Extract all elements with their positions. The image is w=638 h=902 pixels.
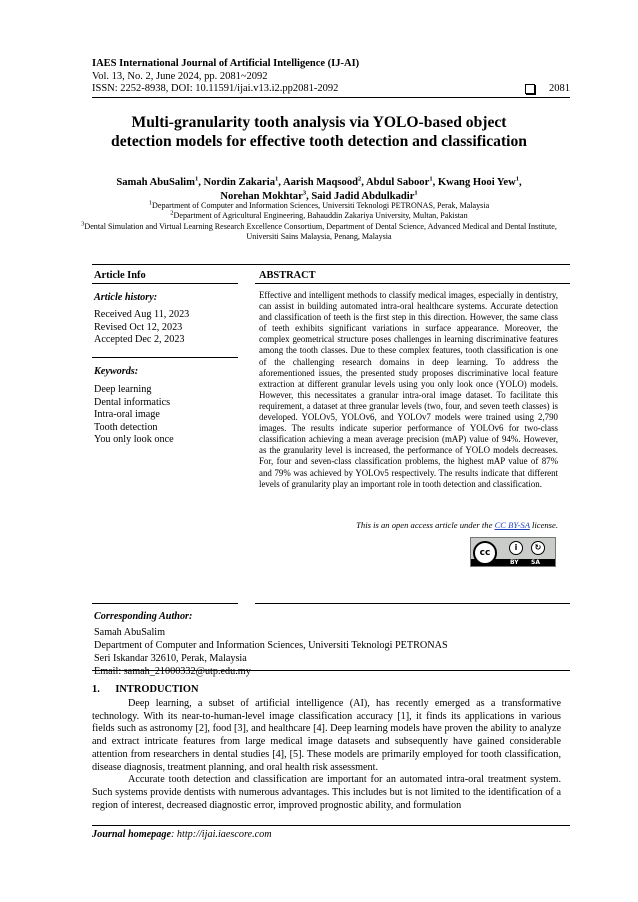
affiliation-2: $^2$Department of Agricultural Engineering, Bahauddin Zakariya University, Multan, Pakistan: [170, 209, 468, 221]
author: Norehan Mokhtar: [220, 190, 303, 202]
author-sup: 1: [275, 175, 279, 183]
sa-label: SA: [531, 559, 540, 566]
keyword: Deep learning: [94, 384, 152, 395]
received-date: Received Aug 11, 2023: [94, 309, 190, 320]
license-statement: [259, 520, 558, 530]
author-list: Samah AbuSalim$^1$, Nordin Zakaria$^1$, Aarish Maqsood$^2$, Abdul Saboor$^1$, Kwang Hooi Yew$^1$, Norehan Mokhtar$^3$, Said Jadid Abdulkadir$^1$: [116, 175, 522, 202]
author-sup: 1: [429, 175, 433, 183]
by-label: BY: [510, 559, 519, 566]
paper-title: [60, 113, 578, 151]
journal-header: [92, 58, 570, 96]
keyword: Dental informatics: [94, 396, 171, 408]
license-suffix: license.: [529, 520, 558, 530]
title-line-2: detection models for effective tooth detection and classification: [111, 133, 527, 150]
corresponding-email[interactable]: Email: samah_21000332@utp.edu.my: [94, 665, 251, 677]
paragraph: Accurate tooth detection and classification are important for an automated intra-oral treatment system. Such systems provide dentists with numerous advantages. This includes but is not limited to the identification of a region of interest, decreased diagnostic error, improved prognostic ability, and formulation: [92, 774, 561, 811]
issn-line: ISSN: 2252-8938, DOI: 10.11591/ijai.v13.i2.pp2081-2092: [92, 83, 339, 94]
corresponding-name: Samah AbuSalim: [94, 627, 166, 638]
author: Said Jadid Abdulkadir: [311, 190, 415, 202]
title-line-1: Multi-granularity tooth analysis via YOLO-based object: [131, 114, 507, 131]
license-link[interactable]: CC BY-SA: [494, 520, 530, 530]
volume-line: Vol. 13, No. 2, June 2024, pp. 2081~2092: [92, 70, 268, 82]
revised-date: Revised Oct 12, 2023: [94, 321, 183, 333]
cc-icon: cc: [473, 541, 497, 565]
abstract-rule: [255, 283, 570, 284]
article-info-heading: Article Info: [94, 270, 146, 281]
keyword: You only look once: [94, 434, 174, 446]
page-box-icon: [525, 84, 535, 94]
author: Nordin Zakaria: [203, 177, 276, 188]
corresponding-address: Seri Iskandar 32610, Perak, Malaysia: [94, 652, 247, 664]
keyword-list: [94, 384, 174, 447]
cc-by-sa-badge[interactable]: [470, 537, 556, 567]
abstract-text: Effective and intelligent methods to classify medical images, especially in dentistry, can assist in building automated intra-oral healthcare systems. Accurate detection and classification of teeth is the first step in this direction. However, the same class of teeth exhibits significant variations in surface appearance. Moreover, the complex geometrical structure poses challenges in learning discriminative features among the tooth classes. Due to these complex features, tooth classification is one of the challenging research domains in deep learning. To address the aforementioned issues, the presented study proposes discriminative local feature extraction at different granular levels using you only look once (YOLO) models. However, this necessitates a granular intra-oral image dataset. To facilitate this requirement, a dataset at three granular levels (two, four, and seven teeth classes) is developed. YOLOv5, YOLOv6, and YOLOv7 models were trained using 2,790 images. The results indicate superior performance of YOLOv6 for two-class classification achieving a mean average precision (mAP) value of 94%. However, as the granularity level is increased, the performance of YOLO models decreases. For, four and seven-class classification problems, the highest mAP value of 87% and 79% was achieved by YOLOv5 respectively. The results indicate that different levels of granularity play an important role in tooth detection and classification.: [259, 290, 558, 489]
corresponding-label: Corresponding Author:: [94, 611, 193, 622]
author-sup: 1: [515, 175, 519, 183]
corresponding-dept: Department of Computer and Information Sciences, Universiti Teknologi PETRONAS: [94, 639, 448, 651]
affiliation-3: $^3$Dental Simulation and Virtual Learning Research Excellence Consortium, Department of Dental Science, Advanced Medical and Dental Institute, Universiti Sains Malaysia, Penang, Malaysia: [81, 219, 557, 241]
footer-rule: [92, 825, 570, 826]
keywords-label: Keywords:: [94, 366, 139, 377]
info-top-rule: [92, 264, 570, 265]
homepage-url[interactable]: : http://ijai.iaescore.com: [170, 829, 272, 840]
article-info-rule: [92, 283, 238, 284]
header-rule: [92, 97, 570, 98]
keyword: Tooth detection: [94, 421, 158, 433]
keyword: Intra-oral image: [94, 409, 160, 421]
share-alike-icon: ↻: [531, 541, 545, 555]
author-sup: 2: [358, 175, 362, 183]
author-sup: 1: [194, 175, 199, 183]
history-rule: [92, 357, 238, 358]
attribution-icon: i: [509, 541, 523, 555]
history-label: Article history:: [94, 292, 158, 303]
accepted-date: Accepted Dec 2, 2023: [94, 334, 185, 346]
paragraph: Deep learning, a subset of artificial intelligence (AI), has recently emerged as a transformative technology. With its near-to-human-level image classification accuracy [1], it finds its applications in various fields such as astronomy [2], food [3], and healthcare [4]. Deep learning models have proven the ability to analyze and extract intricate features from large medical image datasets and subsequently have gained considerable attention from researchers in dental studies [4], [5]. These models are primarily employed for tooth classification, disease diagnosis, treatment planning, and oral health risk assessment.: [92, 698, 561, 773]
author-sup: 1: [414, 188, 418, 196]
author: Kwang Hooi Yew: [437, 177, 516, 188]
article-history: [94, 309, 189, 347]
abstract-heading: ABSTRACT: [259, 270, 316, 281]
introduction-body: [92, 698, 561, 812]
license-prefix: This is an open access article under the: [356, 520, 495, 530]
abstract-bottom-rule: [255, 603, 570, 604]
affiliations: [70, 201, 568, 242]
author-sup: 3: [302, 188, 307, 196]
author: Aarish Maqsood: [282, 177, 359, 188]
journal-homepage: [92, 829, 272, 840]
page-number: 2081: [549, 83, 570, 94]
introduction-heading: 1. INTRODUCTION: [92, 684, 199, 695]
corresponding-author: [94, 627, 448, 679]
keywords-bottom-rule: [92, 603, 238, 604]
author: Samah AbuSalim: [116, 177, 195, 188]
affiliation-1: $^1$Department of Computer and Information Sciences, Universiti Teknologi PETRONAS, Perak, Malaysia: [148, 199, 490, 210]
journal-name: IAES International Journal of Artificial Intelligence (IJ-AI): [92, 58, 360, 69]
author: Abdul Saboor: [366, 177, 430, 188]
homepage-label: Journal homepage: [92, 829, 171, 840]
